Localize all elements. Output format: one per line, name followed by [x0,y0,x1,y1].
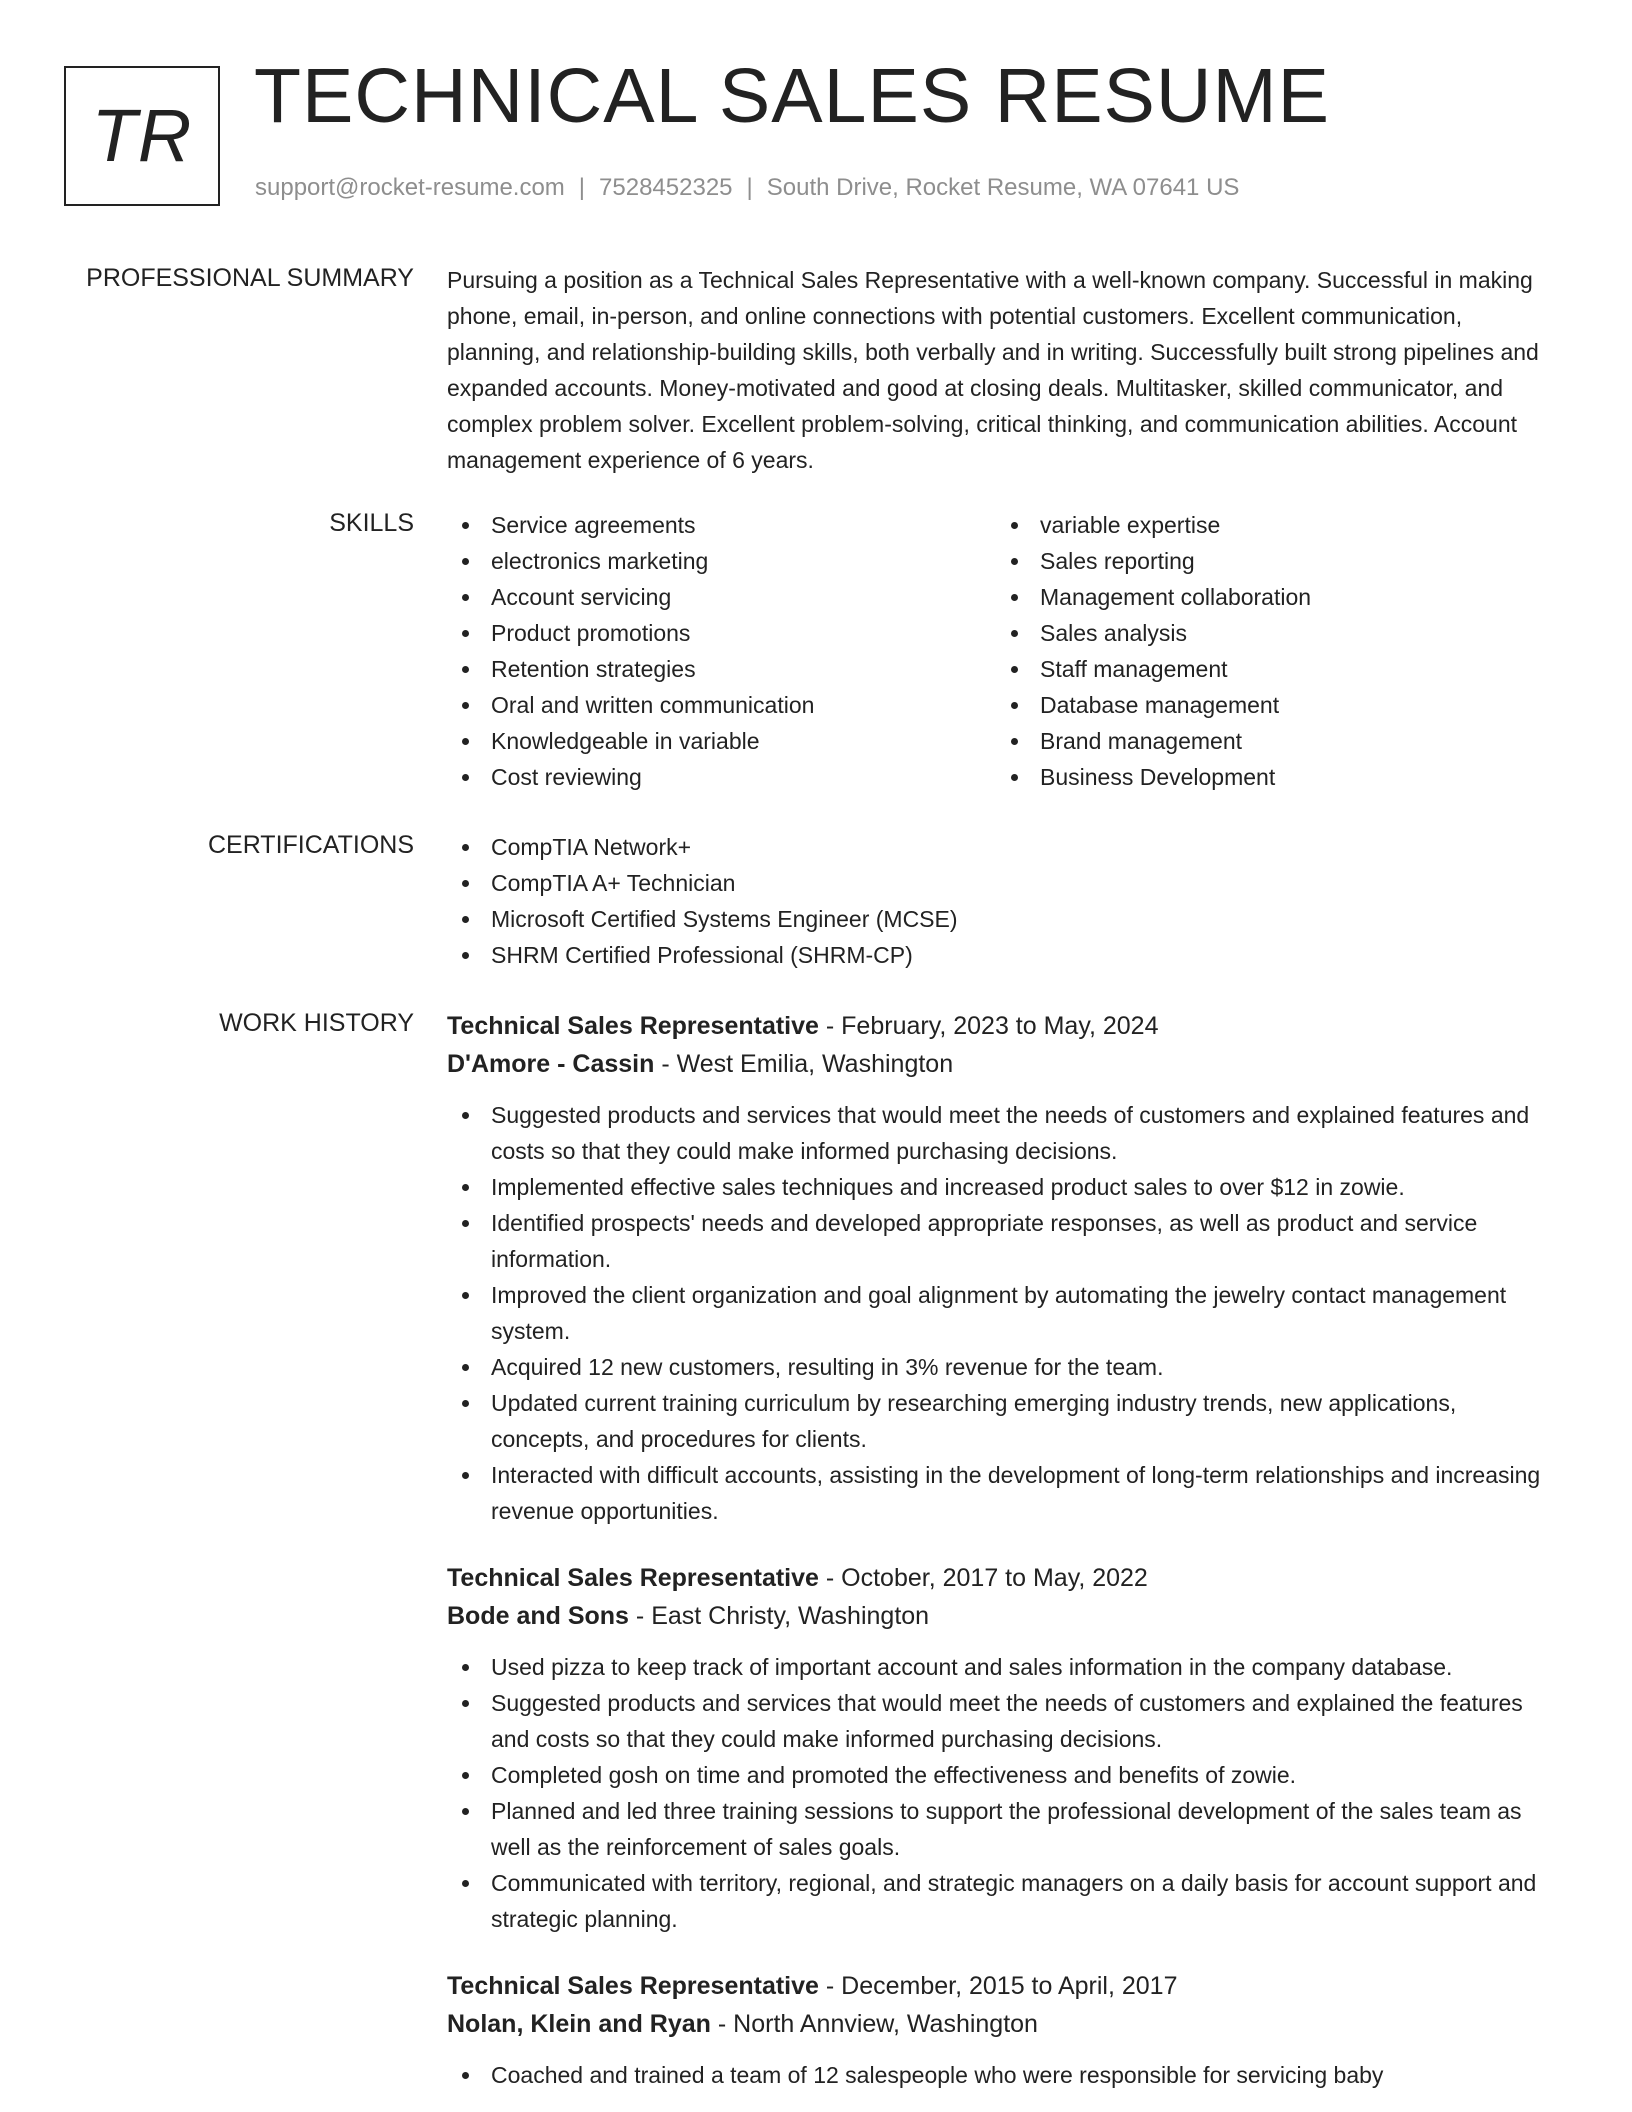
skill-item: variable expertise [996,507,1545,543]
job-dates: - October, 2017 to May, 2022 [825,1564,1148,1592]
skill-item: electronics marketing [447,543,996,579]
summary-text: Pursuing a position as a Technical Sales Representative with a well-known company. Successful in making phone, email, in-person, and online connections with potential customers. Excellent communication, planning, and relationship-building skills, both verbally and in writing. Successfully built strong pipelines and expanded accounts. Money-motivated and good at closing deals. Multitasker, skilled communicator, and complex problem solver. Excellent problem-solving, critical thinking, and communication abilities. Account management experience of 6 years. [447,267,1539,473]
job-entry [447,1559,1559,1937]
skill-item: Brand management [996,723,1545,759]
job-dates: - February, 2023 to May, 2024 [825,1012,1159,1040]
job-bullet: Completed gosh on time and promoted the effectiveness and benefits of zowie. [447,1757,1559,1793]
skill-item: Knowledgeable in variable [447,723,996,759]
job-company: Nolan, Klein and Ryan [447,2010,711,2038]
contact-phone[interactable]: 7528452325 [599,174,733,201]
job-title-line [447,1559,1559,1597]
job-location: - North Annview, Washington [717,2010,1038,2038]
job-title-line [447,1007,1559,1045]
contact-email[interactable]: support@rocket-resume.com [255,174,565,201]
job-bullet: Planned and led three training sessions to support the professional development of the sales team as well as the reinforcement of sales goals. [447,1793,1559,1865]
job-title: Technical Sales Representative [447,1972,819,2000]
resume-title: TECHNICAL SALES RESUME [254,53,1331,139]
job-bullet: Coached and trained a team of 12 salespeople who were responsible for servicing baby [447,2057,1559,2093]
skills-column-left [447,507,996,795]
contact-separator: | [746,174,753,201]
summary-body [447,262,1559,478]
job-company-line [447,1597,1559,1635]
skills-label: SKILLS [329,509,414,537]
skill-item: Service agreements [447,507,996,543]
job-company: Bode and Sons [447,1602,629,1630]
work-history-label: WORK HISTORY [219,1009,414,1037]
job-entry [447,1007,1559,1529]
job-title: Technical Sales Representative [447,1564,819,1592]
monogram-box [64,66,220,206]
monogram-initials: TR [91,94,193,177]
certification-item: CompTIA Network+ [447,829,1559,865]
job-bullet: Updated current training curriculum by researching emerging industry trends, new applications, concepts, and procedures for clients. [447,1385,1559,1457]
job-company-line [447,1045,1559,1083]
job-company: D'Amore - Cassin [447,1050,655,1078]
certifications-body [447,829,1559,973]
contact-address: South Drive, Rocket Resume, WA 07641 US [766,174,1240,201]
certifications-label: CERTIFICATIONS [207,831,414,859]
job-title-line [447,1967,1559,2005]
job-location: - West Emilia, Washington [661,1050,954,1078]
skills-body [447,507,1559,795]
work-history-body [447,1007,1559,2093]
summary-label: PROFESSIONAL SUMMARY [86,264,414,292]
contact-separator: | [578,174,586,201]
skill-item: Sales reporting [996,543,1545,579]
certification-item: SHRM Certified Professional (SHRM-CP) [447,937,1559,973]
skill-item: Business Development [996,759,1545,795]
skill-item: Staff management [996,651,1545,687]
skill-item: Oral and written communication [447,687,996,723]
skill-item: Sales analysis [996,615,1545,651]
job-bullet: Used pizza to keep track of important account and sales information in the company database. [447,1649,1559,1685]
job-title: Technical Sales Representative [447,1012,819,1040]
skills-column-right [996,507,1545,795]
skill-item: Product promotions [447,615,996,651]
job-bullet: Interacted with difficult accounts, assisting in the development of long-term relationships and increasing revenue opportunities. [447,1457,1559,1529]
job-bullet: Improved the client organization and goal alignment by automating the jewelry contact management system. [447,1277,1559,1349]
skill-item: Cost reviewing [447,759,996,795]
job-bullet: Acquired 12 new customers, resulting in 3% revenue for the team. [447,1349,1559,1385]
job-bullet: Identified prospects' needs and developed appropriate responses, as well as product and service information. [447,1205,1559,1277]
job-bullet: Suggested products and services that would meet the needs of customers and explained the features and costs so that they could make informed purchasing decisions. [447,1685,1559,1757]
job-bullet: Suggested products and services that would meet the needs of customers and explained features and costs so that they could make informed purchasing decisions. [447,1097,1559,1169]
certification-item: CompTIA A+ Technician [447,865,1559,901]
job-dates: - December, 2015 to April, 2017 [825,1972,1178,2000]
skill-item: Retention strategies [447,651,996,687]
skill-item: Management collaboration [996,579,1545,615]
job-location: - East Christy, Washington [635,1602,930,1630]
contact-line [255,174,1239,202]
job-entry [447,1967,1559,2093]
job-bullet: Communicated with territory, regional, and strategic managers on a daily basis for account support and strategic planning. [447,1865,1559,1937]
job-company-line [447,2005,1559,2043]
skill-item: Account servicing [447,579,996,615]
certification-item: Microsoft Certified Systems Engineer (MCSE) [447,901,1559,937]
job-bullet: Implemented effective sales techniques and increased product sales to over $12 in zowie. [447,1169,1559,1205]
skill-item: Database management [996,687,1545,723]
